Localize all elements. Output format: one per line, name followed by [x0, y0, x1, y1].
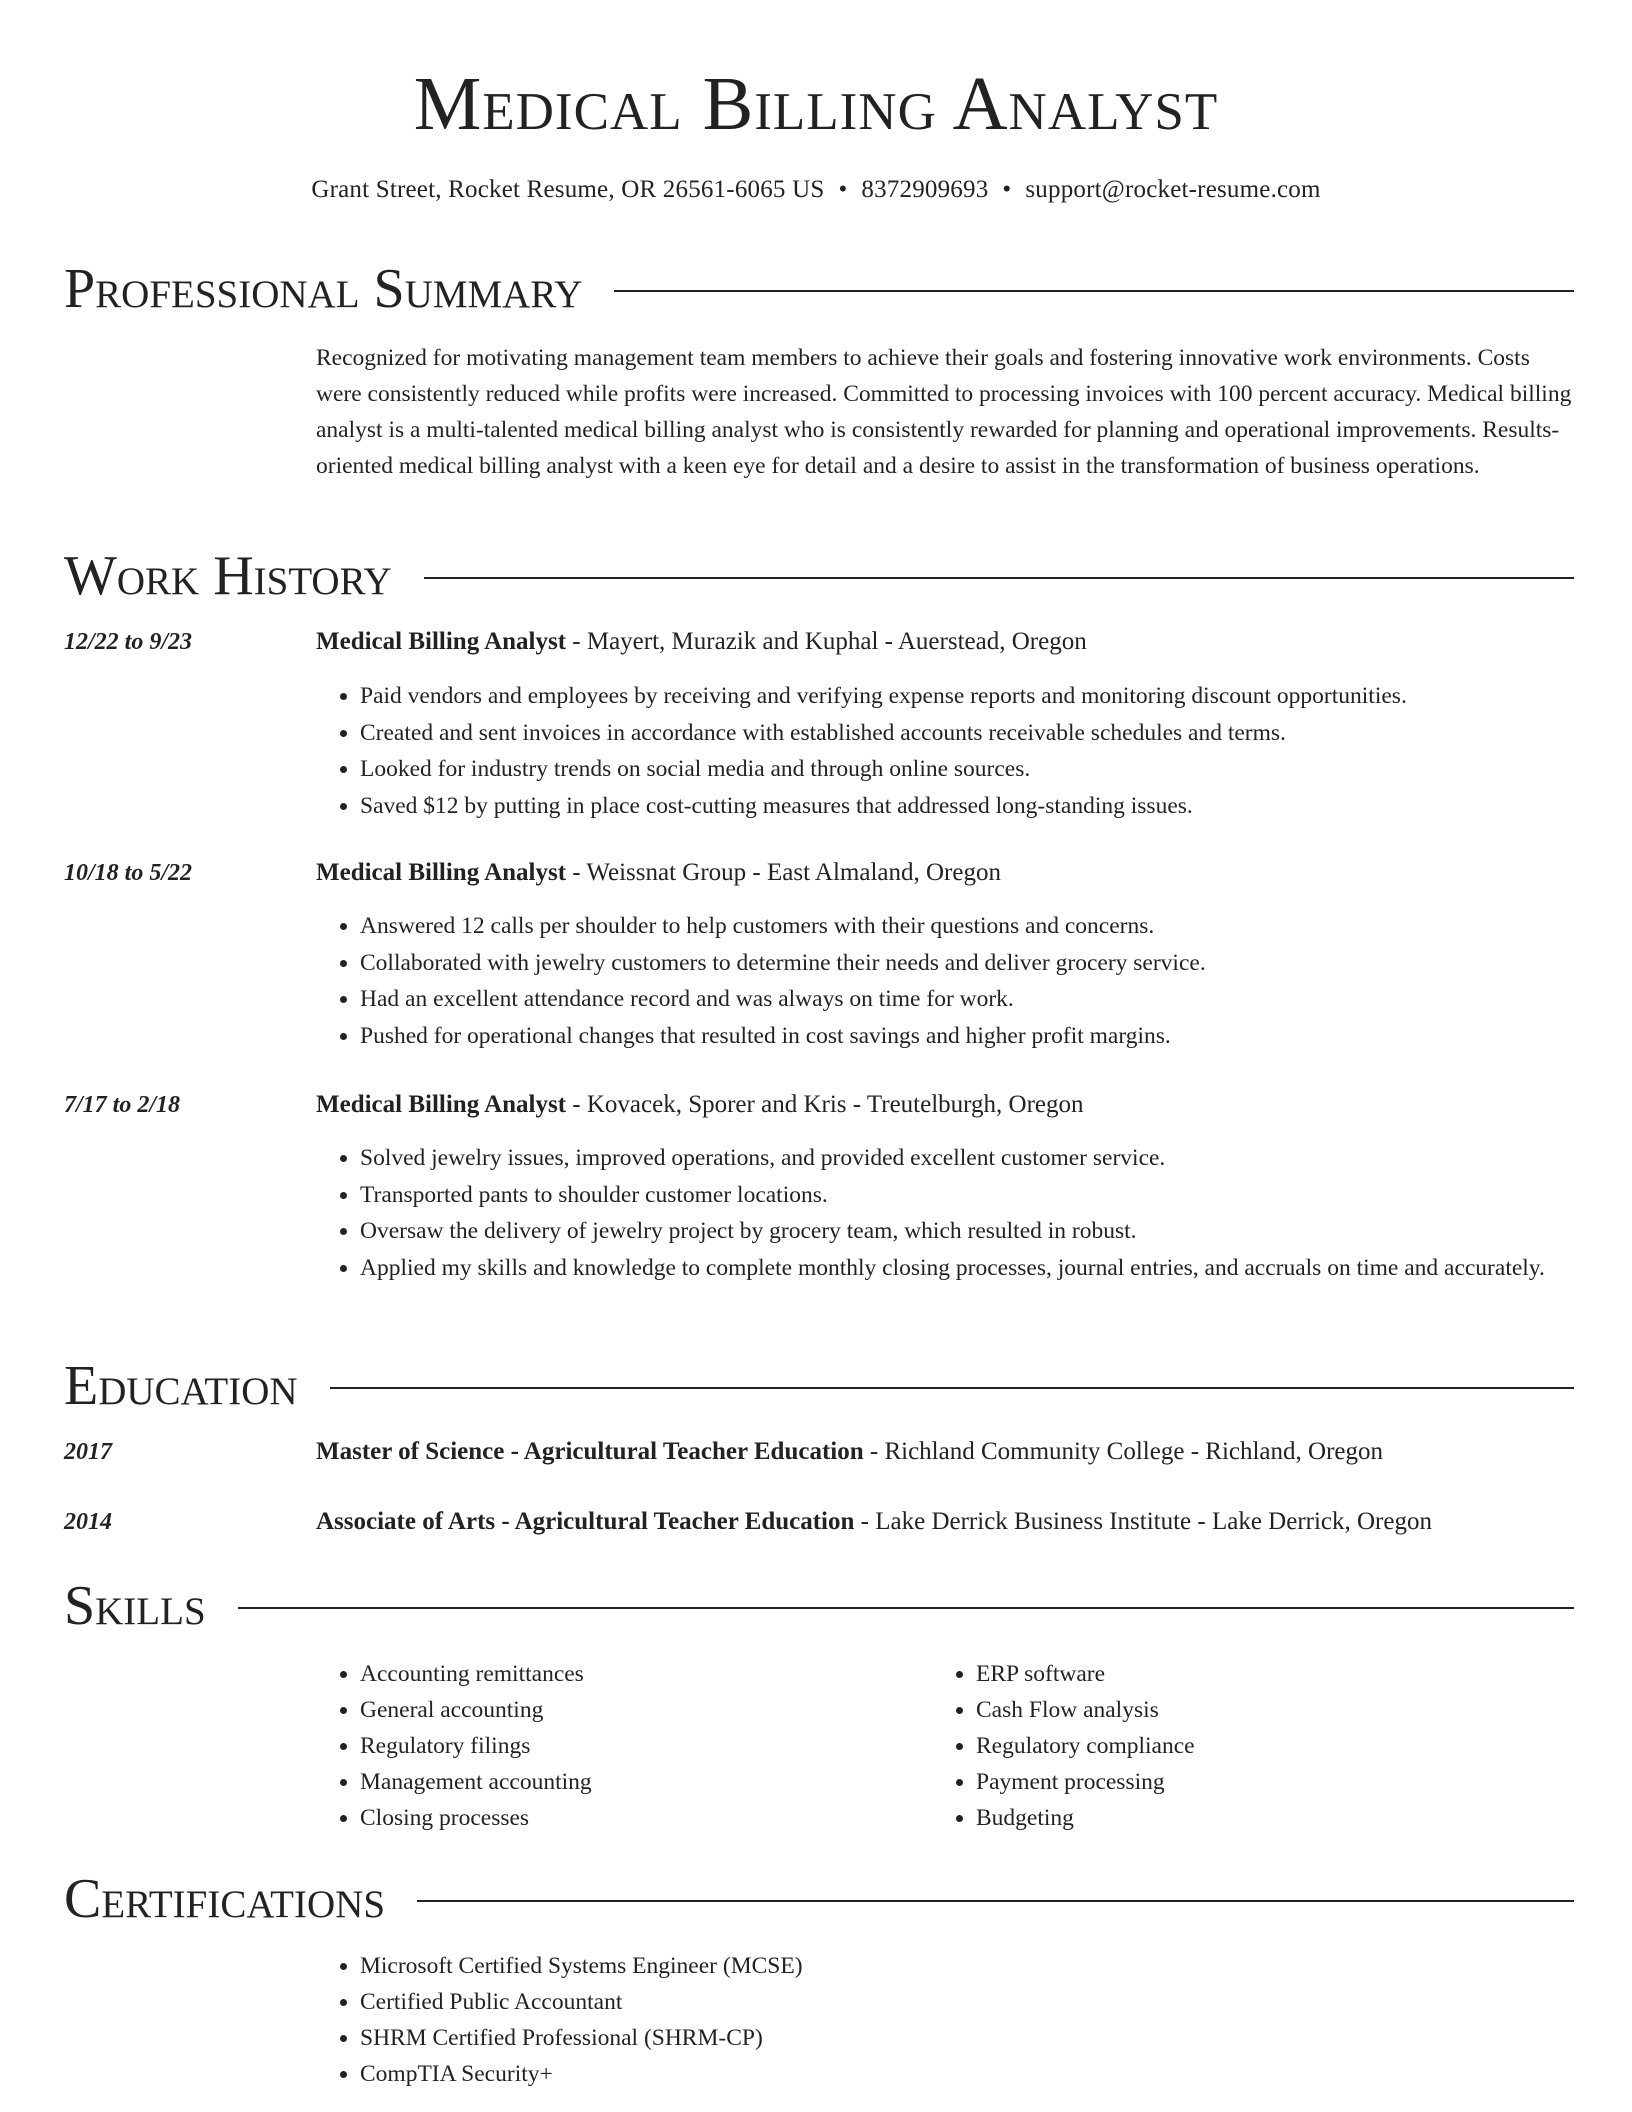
section-title: Skills: [64, 1575, 206, 1637]
summary-text: Recognized for motivating management team members to achieve their goals and fostering innovative work environments. Costs were consistently reduced while profits were increased. Committed to processing invoices with 100 percent accuracy. Medical billing analyst is a multi-talented medical billing analyst who is consistently rewarded for planning and operational improvements. Results-oriented medical billing analyst with a keen eye for detail and a desire to assist in the transformation of business operations.: [316, 345, 1572, 479]
education-school: - Richland Community College - Richland, Oregon: [863, 1438, 1384, 1465]
skill-item: • Payment processing: [976, 1764, 1536, 1800]
skill-item: • ERP software: [976, 1656, 1536, 1692]
section-title: Professional Summary: [64, 258, 583, 320]
education-year: 2014: [64, 1509, 112, 1535]
section-divider: [424, 577, 1574, 579]
contact-separator: •: [838, 176, 848, 203]
job-headline: [316, 624, 1576, 660]
job-employer: - Weissnat Group - East Almaland, Oregon: [566, 859, 1001, 886]
section-divider: [330, 1387, 1574, 1389]
job-bullets: [316, 908, 1610, 1054]
job-dates: 10/18 to 5/22: [64, 860, 193, 886]
job-role: Medical Billing Analyst: [316, 859, 567, 886]
skill-item: • Accounting remittances: [360, 1656, 920, 1692]
job-bullet: • Transported pants to shoulder customer locations.: [360, 1177, 1610, 1214]
job-bullet: • Applied my skills and knowledge to complete monthly closing processes, journal entries, and accruals on time and accurately.: [360, 1250, 1610, 1287]
skills-list-right: [932, 1656, 1536, 1836]
job-role: Medical Billing Analyst: [316, 1091, 567, 1118]
job-bullet: • Created and sent invoices in accordance with established accounts receivable schedules and terms.: [360, 715, 1610, 752]
section-title: Education: [64, 1355, 298, 1417]
job-bullet: • Oversaw the delivery of jewelry project by grocery team, which resulted in robust.: [360, 1213, 1610, 1250]
certification-item: • SHRM Certified Professional (SHRM-CP): [360, 2020, 1560, 2056]
education-degree: Master of Science - Agricultural Teacher Education: [316, 1438, 864, 1465]
education-section-header: [64, 1351, 1574, 1421]
work-section-header: [64, 541, 1574, 611]
skills-section-header: [64, 1571, 1574, 1641]
contact-phone: 8372909693: [861, 176, 989, 203]
skill-item: • Regulatory compliance: [976, 1728, 1536, 1764]
job-bullets: [316, 1140, 1610, 1286]
section-divider: [417, 1900, 1574, 1902]
education-headline: [316, 1504, 1576, 1540]
education-year: 2017: [64, 1439, 112, 1465]
job-bullet: • Solved jewelry issues, improved operations, and provided excellent customer service.: [360, 1140, 1610, 1177]
contact-address: Grant Street, Rocket Resume, OR 26561-6065 US: [311, 176, 825, 203]
job-headline: [316, 1087, 1576, 1123]
section-divider: [614, 290, 1574, 292]
job-bullet: • Collaborated with jewelry customers to determine their needs and deliver grocery service.: [360, 945, 1610, 982]
section-title: Work History: [64, 545, 392, 607]
skill-item: • Management accounting: [360, 1764, 920, 1800]
job-bullet: • Pushed for operational changes that resulted in cost savings and higher profit margins.: [360, 1018, 1610, 1055]
resume-name: Medical Billing Analyst: [413, 62, 1219, 146]
job-bullets: [316, 678, 1610, 824]
section-title: Certifications: [64, 1868, 386, 1930]
skill-item: • Regulatory filings: [360, 1728, 920, 1764]
certification-item: • Microsoft Certified Systems Engineer (MCSE): [360, 1948, 1560, 1984]
skills-list-left: [316, 1656, 920, 1836]
job-dates: 12/22 to 9/23: [64, 629, 193, 655]
certifications-section-header: [64, 1864, 1574, 1934]
certification-item: • Certified Public Accountant: [360, 1984, 1560, 2020]
job-bullet: • Looked for industry trends on social media and through online sources.: [360, 751, 1610, 788]
skill-item: • Budgeting: [976, 1800, 1536, 1836]
summary-section-header: [64, 254, 1574, 324]
education-headline: [316, 1434, 1576, 1470]
job-bullet: • Had an excellent attendance record and was always on time for work.: [360, 981, 1610, 1018]
education-degree: Associate of Arts - Agricultural Teacher Education: [316, 1508, 855, 1535]
certifications-list: [316, 1948, 1560, 2092]
contact-line: [0, 172, 1632, 208]
job-headline: [316, 855, 1576, 891]
skill-item: • Closing processes: [360, 1800, 920, 1836]
job-employer: - Mayert, Murazik and Kuphal - Auerstead, Oregon: [566, 628, 1087, 655]
contact-separator: •: [1002, 176, 1012, 203]
certification-item: • CompTIA Security+: [360, 2056, 1560, 2092]
education-school: - Lake Derrick Business Institute - Lake Derrick, Oregon: [854, 1508, 1432, 1535]
contact-email: support@rocket-resume.com: [1025, 176, 1321, 203]
section-divider: [238, 1607, 1574, 1609]
job-bullet: • Answered 12 calls per shoulder to help customers with their questions and concerns.: [360, 908, 1610, 945]
skill-item: • Cash Flow analysis: [976, 1692, 1536, 1728]
job-dates: 7/17 to 2/18: [64, 1092, 181, 1118]
job-role: Medical Billing Analyst: [316, 628, 567, 655]
job-bullet: • Paid vendors and employees by receiving and verifying expense reports and monitoring discount opportunities.: [360, 678, 1610, 715]
skill-item: • General accounting: [360, 1692, 920, 1728]
job-employer: - Kovacek, Sporer and Kris - Treutelburgh, Oregon: [566, 1091, 1084, 1118]
job-bullet: • Saved $12 by putting in place cost-cutting measures that addressed long-standing issues.: [360, 788, 1610, 825]
